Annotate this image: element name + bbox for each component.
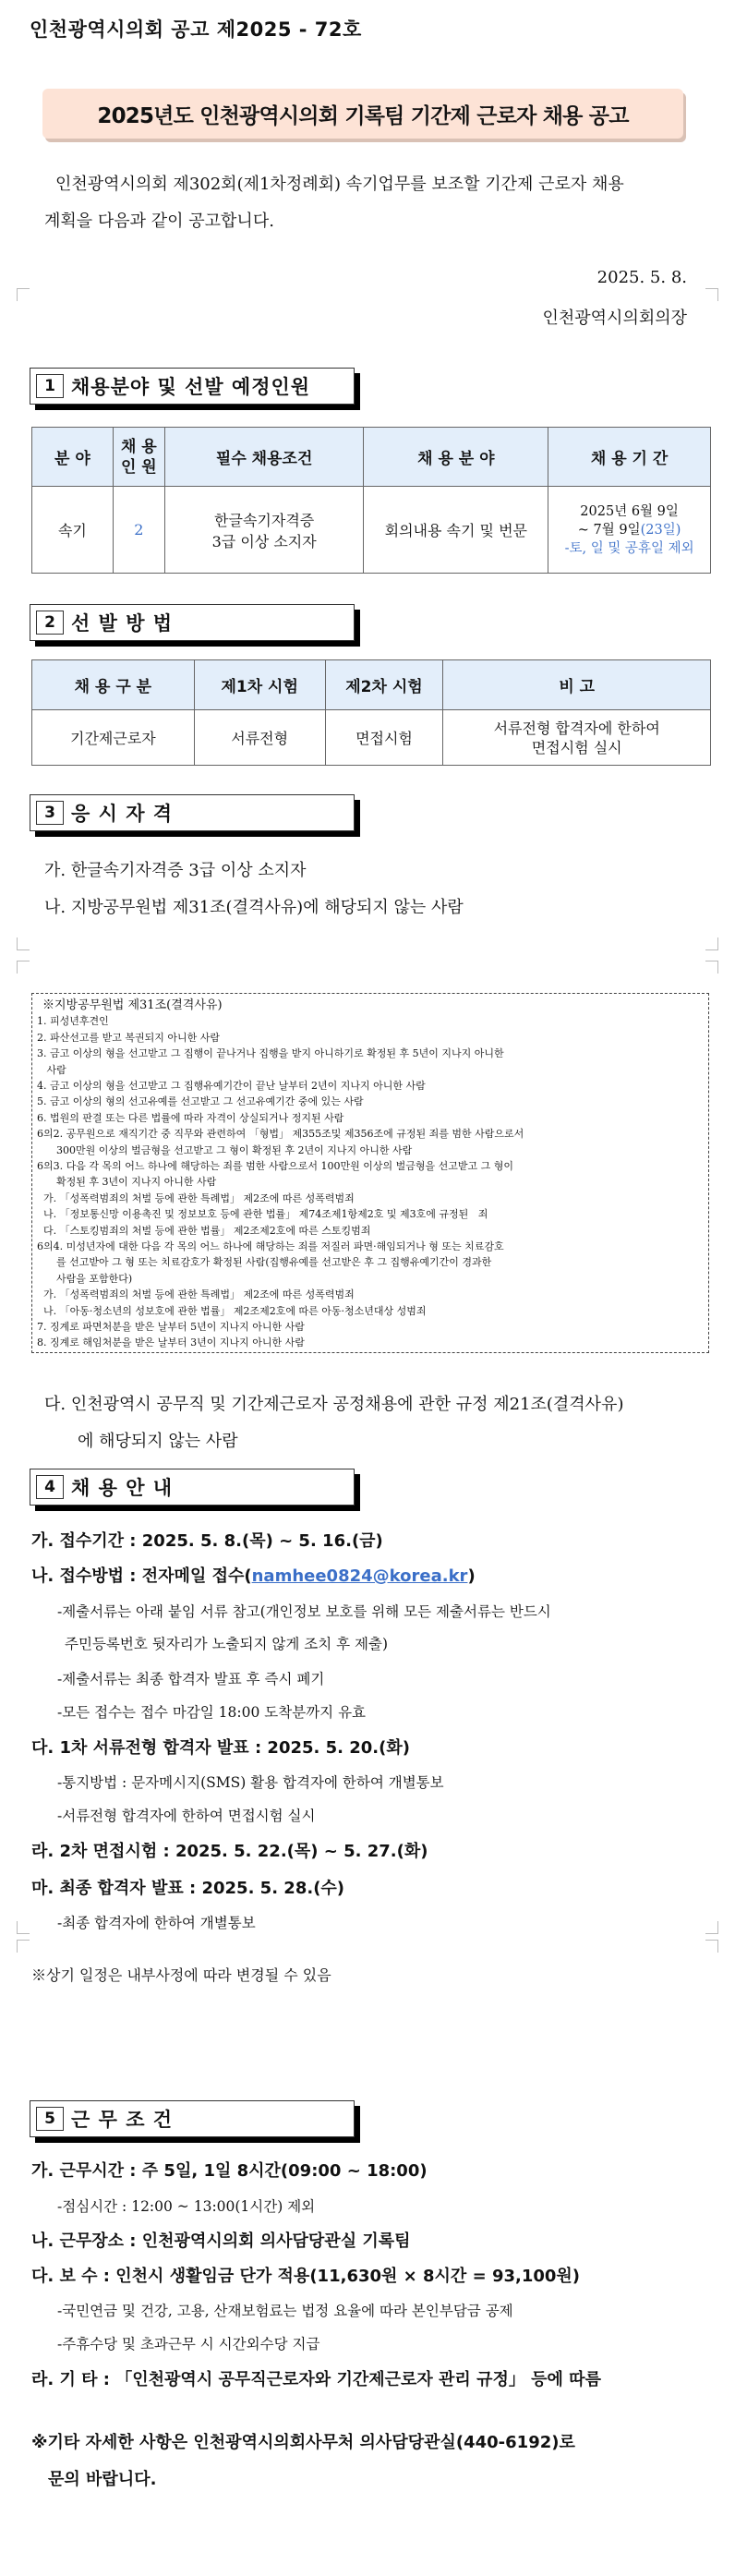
table-header: 필수 채용조건 xyxy=(164,428,364,487)
section-1-heading xyxy=(30,368,355,405)
table-header: 채 용 분 야 xyxy=(364,428,548,487)
cell-line: 3급 이상 소지자 xyxy=(211,532,317,550)
table-cell xyxy=(164,487,364,574)
law-line: 를 선고받아 그 형 또는 치료감호가 확정된 사람(집행유예를 선고받은 후 그 집행유예기간이 경과한 xyxy=(37,1256,492,1269)
law-line: 사람 xyxy=(37,1063,66,1076)
table-header: 분 야 xyxy=(32,428,114,487)
corner-mark xyxy=(17,1921,30,1934)
guide-subitem: -최종 합격자에 한하여 개별통보 xyxy=(57,1915,256,1931)
table-cell xyxy=(443,710,711,766)
law-line: 3. 금고 이상의 형을 선고받고 그 집행이 끝나거나 집행을 받지 아니하기로 확정된 후 5년이 지나지 아니한 xyxy=(37,1047,504,1060)
law-line: 6. 법원의 판결 또는 다른 법률에 따라 자격이 상실되거나 정지된 사람 xyxy=(37,1111,344,1124)
intro-line: 계획을 다음과 같이 공고합니다. xyxy=(44,212,274,231)
cell-line xyxy=(548,521,710,539)
law-heading: ※지방공무원법 제31조(결격사유) xyxy=(42,998,223,1012)
table-header: 비 고 xyxy=(443,660,711,710)
condition-subitem: -국민연금 및 건강, 고용, 산재보험료는 법정 요율에 따라 본인부담금 공제 xyxy=(57,2303,513,2319)
guide-item: 마. 최종 합격자 발표 : 2025. 5. 28.(수) xyxy=(31,1879,345,1898)
guide-subitem: -서류전형 합격자에 한하여 면접시험 실시 xyxy=(57,1808,316,1824)
selection-table xyxy=(31,659,711,766)
email-link[interactable]: namhee0824@korea.kr xyxy=(251,1566,468,1586)
guide-item: 다. 1차 서류전형 합격자 발표 : 2025. 5. 20.(화) xyxy=(31,1738,410,1758)
guide-item xyxy=(31,1563,476,1587)
law-line: 나. 「아동·청소년의 성보호에 관한 법률」 제2조제2호에 따른 아동·청소년대상 성범죄 xyxy=(37,1304,427,1317)
law-line: 다. 「스토킹범죄의 처벌 등에 관한 법률」 제2조제2호에 따른 스토킹범죄 xyxy=(37,1224,371,1237)
law-line: 2. 파산선고를 받고 복권되지 아니한 사람 xyxy=(37,1031,220,1044)
qualification-item: 가. 한글속기자격증 3급 이상 소지자 xyxy=(44,861,307,880)
condition-item: 다. 보 수 : 인천시 생활임금 단가 적용(11,630원 × 8시간 = 93,100원) xyxy=(31,2267,581,2286)
law-line: 6의3. 다음 각 목의 어느 하나에 해당하는 죄를 범한 사람으로서 100만원 이상의 벌금형을 선고받고 그 형이 xyxy=(37,1160,513,1172)
contact-note: ※기타 자세한 사항은 인천광역시의회사무처 의사담당관실(440-6192)로 xyxy=(31,2433,575,2452)
section-5-heading xyxy=(30,2100,355,2137)
section-title: 채 용 안 내 xyxy=(71,1477,174,1499)
condition-subitem: -주휴수당 및 초과근무 시 시간외수당 지급 xyxy=(57,2336,320,2352)
law-line: 가. 「성폭력범죄의 처벌 등에 관한 특례법」 제2조에 따른 성폭력범죄 xyxy=(37,1288,355,1301)
corner-mark xyxy=(705,1940,718,1953)
intro-line: 인천광역시의회 제302회(제1차정례회) 속기업무를 보조할 기간제 근로자 채용 xyxy=(55,175,624,194)
law-line: 가. 「성폭력범죄의 처벌 등에 관한 특례법」 제2조에 따른 성폭력범죄 xyxy=(37,1191,355,1204)
contact-note-continued: 문의 바랍니다. xyxy=(48,2470,157,2489)
table-cell: 서류전형 xyxy=(194,710,325,766)
law-line: 확정된 후 3년이 지나지 아니한 사람 xyxy=(37,1176,217,1189)
title-banner xyxy=(42,89,683,139)
corner-mark xyxy=(17,961,30,974)
section-number: 3 xyxy=(36,801,64,825)
cell-line: 서류전형 합격자에 한하여 xyxy=(493,719,660,737)
corner-mark xyxy=(17,288,30,301)
section-2-heading xyxy=(30,604,355,641)
law-line: 4. 금고 이상의 형을 선고받고 그 집행유예기간이 끝난 날부터 2년이 지나지 아니한 사람 xyxy=(37,1080,426,1092)
table-cell: 기간제근로자 xyxy=(32,710,195,766)
guide-subitem: -제출서류는 아래 붙임 서류 참고(개인정보 보호를 위해 모든 제출서류는 반드시 xyxy=(57,1603,551,1620)
table-header: 제1차 시험 xyxy=(194,660,325,710)
recruitment-table xyxy=(31,427,711,574)
law-line: 6의2. 공무원으로 재직기간 중 직무와 관련하여 「형법」 제355조및 제356조에 규정된 죄를 범한 사람으로서 xyxy=(37,1128,524,1141)
guide-item: 가. 접수기간 : 2025. 5. 8.(목) ~ 5. 16.(금) xyxy=(31,1531,383,1551)
guide-subitem: -제출서류는 최종 합격자 발표 후 즉시 폐기 xyxy=(57,1671,325,1687)
law-line: 8. 징계로 해임처분을 받은 날부터 3년이 지나지 아니한 사람 xyxy=(37,1336,305,1349)
period-end: ~ 7월 9일 xyxy=(577,522,641,538)
law-line: 300만원 이상의 벌금형을 선고받고 그 형이 확정된 후 2년이 지나지 아니한 사람 xyxy=(37,1143,413,1156)
table-header: 채 용 인 원 xyxy=(113,428,164,487)
law-line: 5. 금고 이상의 형의 선고유예를 선고받고 그 선고유예기간 중에 있는 사람 xyxy=(37,1095,364,1108)
section-4-heading xyxy=(30,1469,355,1506)
period-days: (23일) xyxy=(640,522,681,538)
condition-item: 가. 근무시간 : 주 5일, 1일 8시간(09:00 ~ 18:00) xyxy=(31,2161,428,2181)
table-header: 채 용 기 간 xyxy=(548,428,711,487)
law-line: 7. 징계로 파면처분을 받은 날부터 5년이 지나지 아니한 사람 xyxy=(37,1321,305,1333)
guide-item: 라. 2차 면접시험 : 2025. 5. 22.(목) ~ 5. 27.(화) xyxy=(31,1842,428,1861)
law-line: 1. 피성년후견인 xyxy=(37,1015,109,1028)
corner-mark xyxy=(705,937,718,950)
page-title: 2025년도 인천광역시의회 기록팀 기간제 근로자 채용 공고 xyxy=(97,103,629,128)
qualification-item: 나. 지방공무원법 제31조(결격사유)에 해당되지 않는 사람 xyxy=(44,898,464,917)
law-line: 나. 「정보통신망 이용촉진 및 정보보호 등에 관한 법률」 제74조제1항제2호 및 제3호에 규정된 죄 xyxy=(37,1208,488,1221)
table-header: 제2차 시험 xyxy=(325,660,443,710)
intro-paragraph xyxy=(44,166,691,240)
guide-subitem: -통지방법 : 문자메시지(SMS) 활용 합격자에 한하여 개별통보 xyxy=(57,1774,444,1791)
cell-line: -토, 일 및 공휴일 제외 xyxy=(564,540,694,556)
law-line: 사람을 포함한다) xyxy=(37,1272,133,1285)
section-title: 근 무 조 건 xyxy=(71,2109,174,2131)
corner-mark xyxy=(705,288,718,301)
notice-number: 인천광역시의회 공고 제2025 - 72호 xyxy=(30,18,362,41)
guide-item-suffix: ) xyxy=(467,1566,476,1586)
table-cell: 면접시험 xyxy=(325,710,443,766)
section-number: 5 xyxy=(36,2107,64,2131)
condition-subitem: -점심시간 : 12:00 ~ 13:00(1시간) 제외 xyxy=(57,2198,316,2215)
cell-line: 면접시험 실시 xyxy=(531,738,622,756)
cell-line: 2025년 6월 9일 xyxy=(580,503,679,519)
table-cell: 속기 xyxy=(32,487,114,574)
notice-date: 2025. 5. 8. xyxy=(596,268,687,287)
corner-mark xyxy=(705,1921,718,1934)
qualification-item-continued: 에 해당되지 않는 사람 xyxy=(78,1432,238,1451)
section-title: 응 시 자 격 xyxy=(71,803,174,825)
section-number: 1 xyxy=(36,374,64,398)
qualification-item: 다. 인천광역시 공무직 및 기간제근로자 공정채용에 관한 규정 제21조(결격사유) xyxy=(44,1395,624,1414)
schedule-note: ※상기 일정은 내부사정에 따라 변경될 수 있음 xyxy=(31,1966,331,1984)
table-cell xyxy=(548,487,711,574)
guide-subitem-continued: 주민등록번호 뒷자리가 노출되지 않게 조치 후 제출) xyxy=(65,1636,389,1652)
guide-subitem: -모든 접수는 접수 마감일 18:00 도착분까지 유효 xyxy=(57,1704,367,1721)
section-number: 2 xyxy=(36,611,64,635)
corner-mark xyxy=(17,937,30,950)
condition-item: 라. 기 타 : 「인천광역시 공무직근로자와 기간제근로자 관리 규정」 등에 따름 xyxy=(31,2370,601,2389)
table-header: 채 용 구 분 xyxy=(32,660,195,710)
guide-item-label: 나. 접수방법 : 전자메일 접수( xyxy=(31,1566,252,1586)
table-cell: 2 xyxy=(113,487,164,574)
section-title: 채용분야 및 선발 예정인원 xyxy=(71,376,311,398)
corner-mark xyxy=(705,961,718,974)
section-number: 4 xyxy=(36,1475,64,1499)
table-cell: 회의내용 속기 및 번문 xyxy=(364,487,548,574)
issuer: 인천광역시의회의장 xyxy=(542,308,687,328)
section-3-heading xyxy=(30,794,355,831)
cell-line: 한글속기자격증 xyxy=(214,511,315,529)
corner-mark xyxy=(17,1940,30,1953)
condition-item: 나. 근무장소 : 인천광역시의회 의사담당관실 기록팀 xyxy=(31,2231,411,2251)
section-title: 선 발 방 법 xyxy=(71,612,174,635)
law-line: 6의4. 미성년자에 대한 다음 각 목의 어느 하나에 해당하는 죄를 저질러 파면·해임되거나 형 또는 치료감호 xyxy=(37,1240,504,1252)
